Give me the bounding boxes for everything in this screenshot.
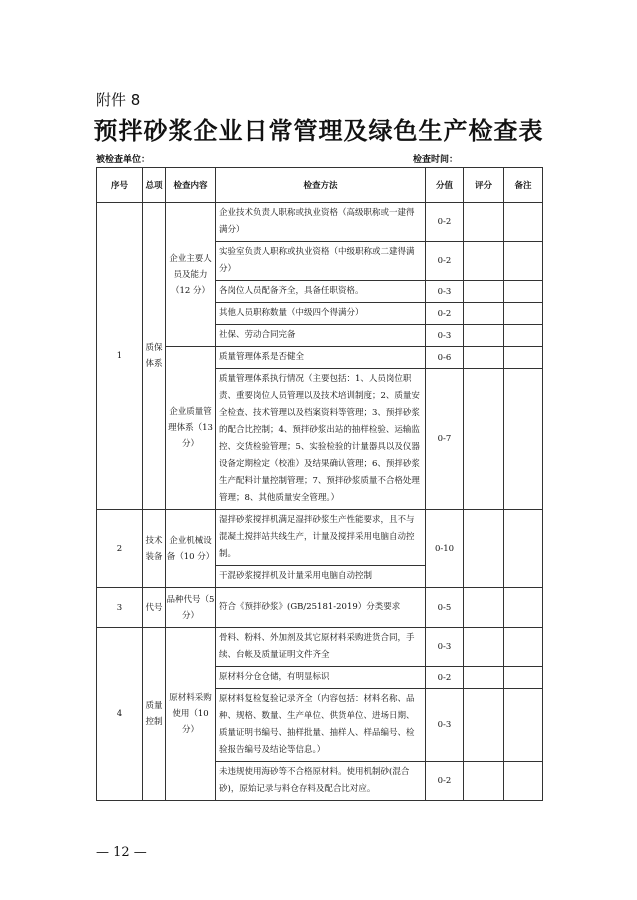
- score-range: 0-2: [426, 303, 464, 325]
- remark-cell[interactable]: [504, 347, 543, 369]
- table-header-row: [97, 168, 543, 203]
- rating-cell[interactable]: [464, 369, 504, 510]
- check-method: 实验室负责人职称或执业资格（中级职称或二建得满分）: [216, 242, 426, 281]
- table-row: [97, 628, 543, 667]
- table-row: [97, 203, 543, 242]
- check-content: 企业质量管理体系（13 分）: [166, 347, 216, 510]
- check-content: 原材料采购使用（10 分）: [166, 628, 216, 801]
- check-method: 质量管理体系是否健全: [216, 347, 426, 369]
- check-method: 其他人员职称数量（中级四个得满分）: [216, 303, 426, 325]
- header-method: 检查方法: [216, 168, 426, 203]
- check-method: 质量管理体系执行情况（主要包括：1、人员岗位职责、重要岗位人员管理以及技术培训制度；2、质量安全检查、技术管理以及档案资料等管理；3、预拌砂浆的配合比控制；4、预拌砂浆出站的抽样检验、运输监控、交货检验管理；5、实验检验的计量器具以及仪器设备定期检定（校准）及结果确认管理；6、预拌砂浆生产配料计量控制管理；7、预拌砂浆质量不合格处理管理；8、其他质量安全管理。）: [216, 369, 426, 510]
- section-item: 质保体系: [143, 203, 166, 510]
- score-range: 0-10: [426, 510, 464, 588]
- rating-cell[interactable]: [464, 588, 504, 628]
- check-method: 未违规使用海砂等不合格原材料。使用机制砂(混合砂)，原始记录与料仓存料及配合比对应。: [216, 762, 426, 801]
- header-remark: 备注: [504, 168, 543, 203]
- rating-cell[interactable]: [464, 689, 504, 762]
- rating-cell[interactable]: [464, 242, 504, 281]
- score-range: 0-2: [426, 762, 464, 801]
- remark-cell[interactable]: [504, 628, 543, 667]
- remark-cell[interactable]: [504, 588, 543, 628]
- check-content: 品种代号（5 分）: [166, 588, 216, 628]
- score-range: 0-3: [426, 281, 464, 303]
- section-item: 技术装备: [143, 510, 166, 588]
- remark-cell[interactable]: [504, 281, 543, 303]
- score-range: 0-5: [426, 588, 464, 628]
- header-content: 检查内容: [166, 168, 216, 203]
- remark-cell[interactable]: [504, 203, 543, 242]
- remark-cell[interactable]: [504, 303, 543, 325]
- remark-cell[interactable]: [504, 510, 543, 588]
- header-item: 总项: [143, 168, 166, 203]
- remark-cell[interactable]: [504, 689, 543, 762]
- rating-cell[interactable]: [464, 667, 504, 689]
- remark-cell[interactable]: [504, 242, 543, 281]
- rating-cell[interactable]: [464, 347, 504, 369]
- section-no: 4: [97, 628, 143, 801]
- rating-cell[interactable]: [464, 303, 504, 325]
- check-method: 湿拌砂浆搅拌机满足湿拌砂浆生产性能要求，且不与混凝土搅拌站共线生产，计量及搅拌采用电脑自动控制。: [216, 510, 426, 566]
- check-content: 企业主要人员及能力（12 分）: [166, 203, 216, 347]
- inspected-unit-label: 被检查单位：: [96, 155, 151, 165]
- check-method: 原材料复检复验记录齐全（内容包括：材料名称、品种、规格、数量、生产单位、供货单位、进场日期、质量证明书编号、抽样批量、抽样人、样品编号、检验报告编号及结论等信息。）: [216, 689, 426, 762]
- check-method: 原材料分仓仓储，有明显标识: [216, 667, 426, 689]
- header-rating: 评分: [464, 168, 504, 203]
- score-range: 0-2: [426, 667, 464, 689]
- score-range: 0-2: [426, 242, 464, 281]
- header-score: 分值: [426, 168, 464, 203]
- score-range: 0-2: [426, 203, 464, 242]
- score-range: 0-3: [426, 628, 464, 667]
- score-range: 0-7: [426, 369, 464, 510]
- check-method: 各岗位人员配备齐全，具备任职资格。: [216, 281, 426, 303]
- section-no: 1: [97, 203, 143, 510]
- page-title: 预拌砂浆企业日常管理及绿色生产检查表: [93, 116, 544, 145]
- inspection-time-label: 检查时间：: [413, 155, 459, 165]
- check-method: 干混砂浆搅拌机及计量采用电脑自动控制: [216, 566, 426, 588]
- inspection-table: [96, 167, 543, 801]
- check-method: 符合《预拌砂浆》(GB/25181-2019）分类要求: [216, 588, 426, 628]
- remark-cell[interactable]: [504, 325, 543, 347]
- section-no: 2: [97, 510, 143, 588]
- rating-cell[interactable]: [464, 762, 504, 801]
- check-method: 社保、劳动合同完备: [216, 325, 426, 347]
- table-row: [97, 510, 543, 566]
- rating-cell[interactable]: [464, 203, 504, 242]
- rating-cell[interactable]: [464, 281, 504, 303]
- remark-cell[interactable]: [504, 762, 543, 801]
- page-number: — 12 —: [96, 845, 147, 860]
- remark-cell[interactable]: [504, 667, 543, 689]
- attachment-label: 附件 8: [96, 91, 141, 109]
- section-item: 代号: [143, 588, 166, 628]
- check-method: 骨料、粉料、外加剂及其它原材料采购进货合同，手续、台帐及质量证明文件齐全: [216, 628, 426, 667]
- rating-cell[interactable]: [464, 325, 504, 347]
- rating-cell[interactable]: [464, 628, 504, 667]
- table-row: [97, 588, 543, 628]
- score-range: 0-3: [426, 689, 464, 762]
- section-no: 3: [97, 588, 143, 628]
- section-item: 质量控制: [143, 628, 166, 801]
- rating-cell[interactable]: [464, 510, 504, 588]
- score-range: 0-6: [426, 347, 464, 369]
- check-content: 企业机械设备（10 分）: [166, 510, 216, 588]
- header-no: 序号: [97, 168, 143, 203]
- check-method: 企业技术负责人职称或执业资格（高级职称或一建得满分）: [216, 203, 426, 242]
- score-range: 0-3: [426, 325, 464, 347]
- remark-cell[interactable]: [504, 369, 543, 510]
